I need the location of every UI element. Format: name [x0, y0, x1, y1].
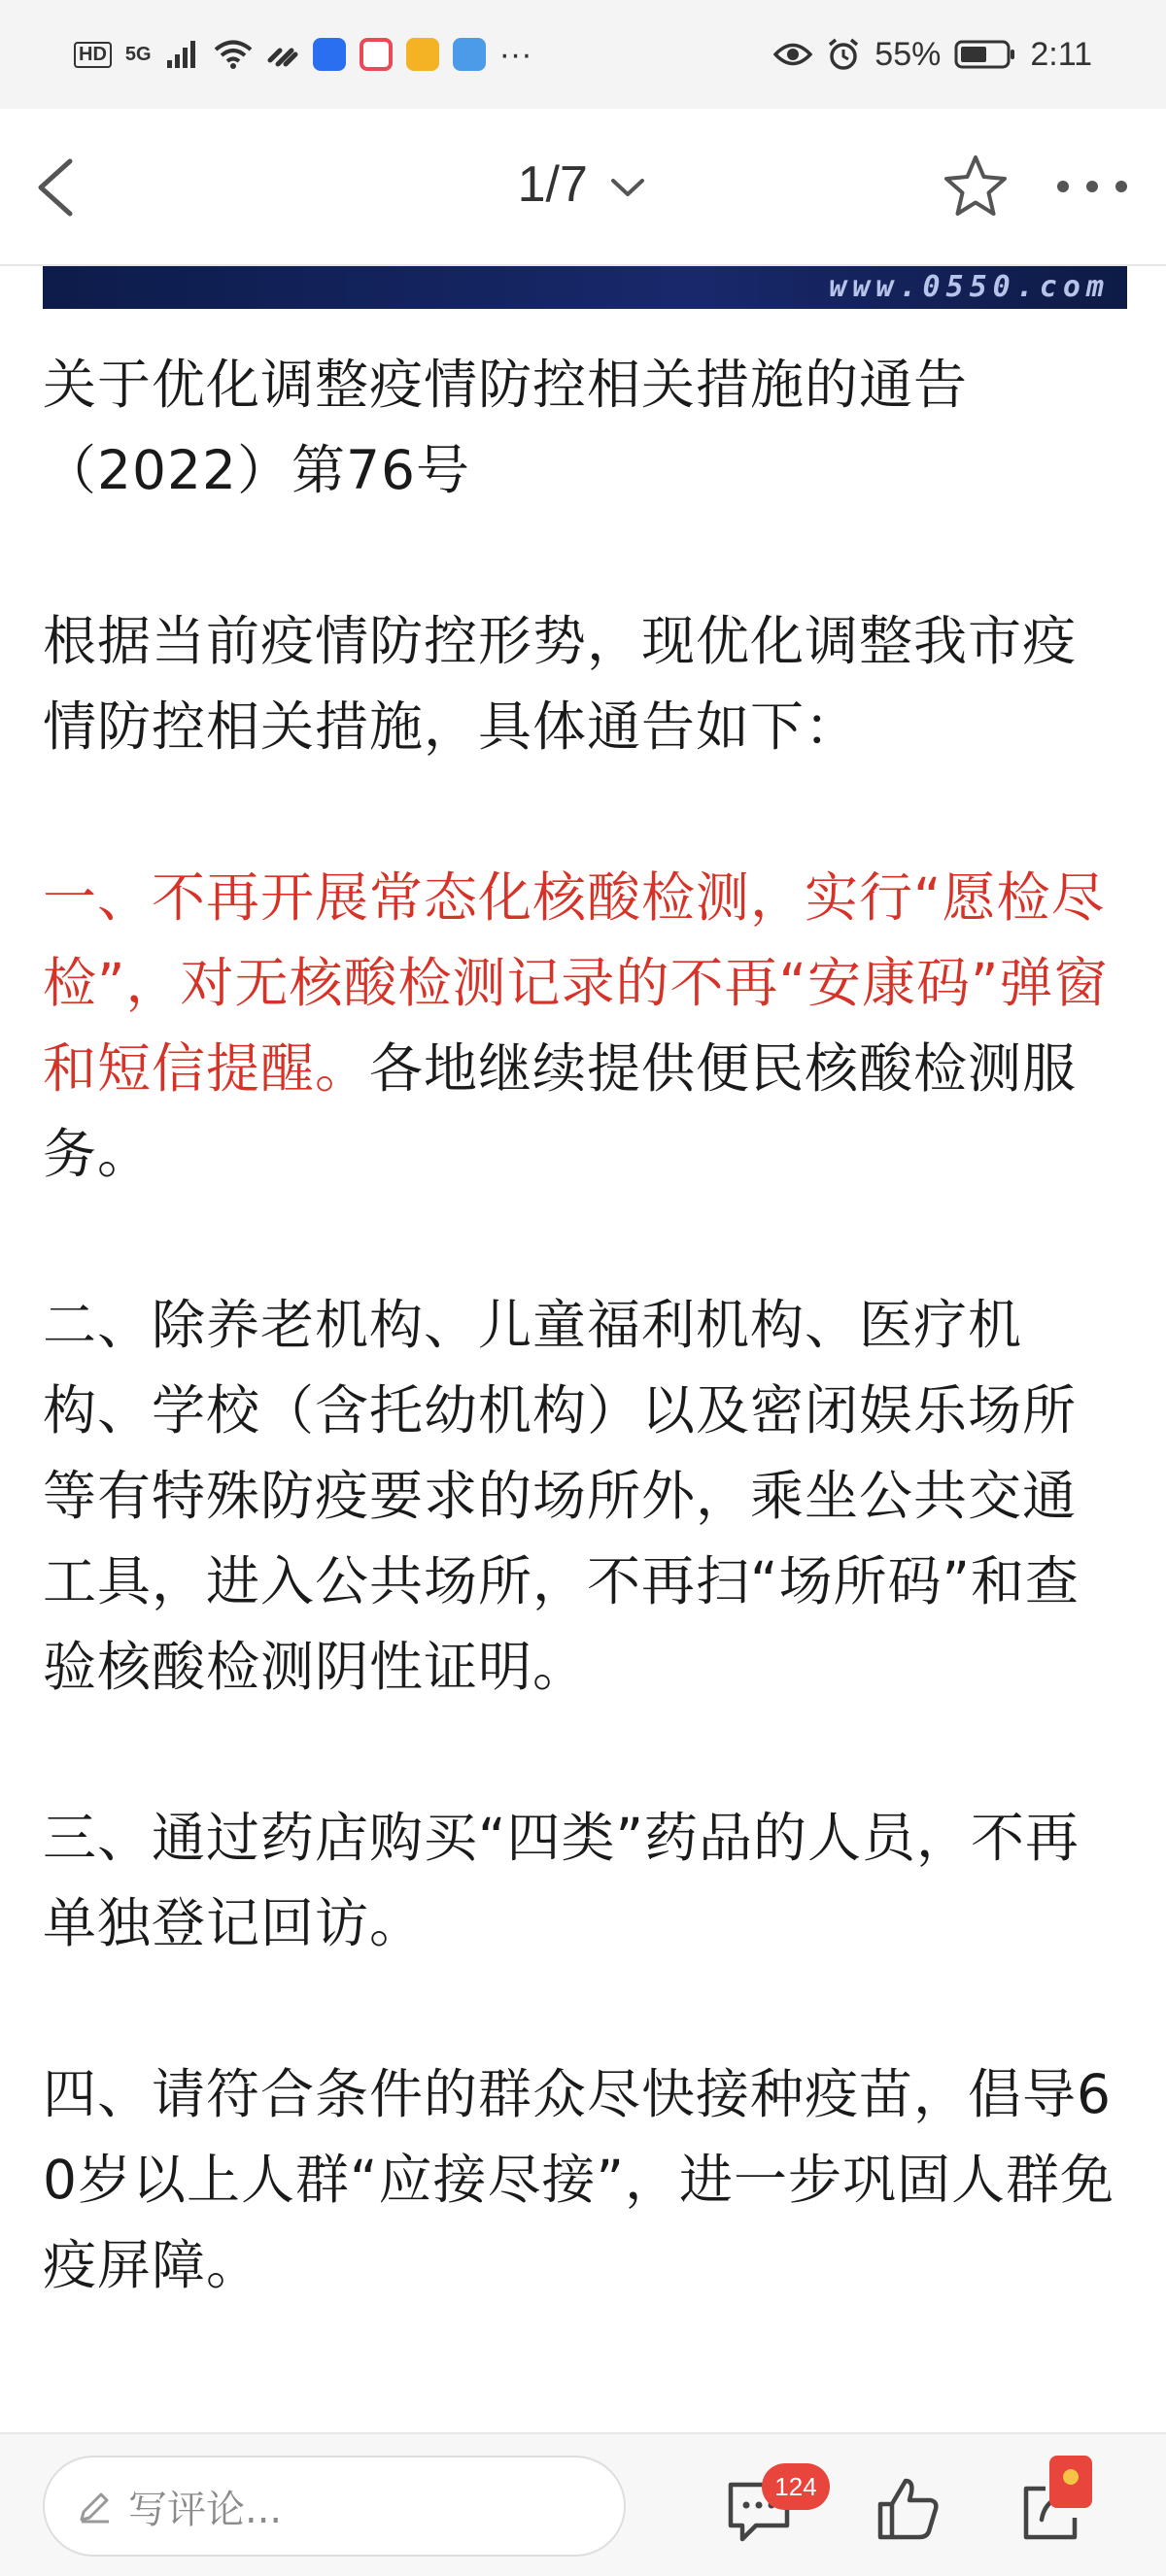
like-button[interactable] — [873, 2473, 944, 2545]
red-packet-icon[interactable] — [1049, 2456, 1092, 2508]
chevron-down-icon — [607, 173, 648, 202]
top-nav-bar — [0, 109, 1166, 266]
favorite-button[interactable] — [941, 152, 1011, 221]
star-icon — [941, 152, 1011, 221]
article-banner-image — [43, 266, 1127, 309]
article-item-3: 三、通过药店购买“四类”药品的人员，不再单独登记回访。 — [43, 1807, 1080, 1954]
clock: 2:11 — [1030, 35, 1092, 73]
article-title-line1: 关于优化调整疫情防控相关措施的通告 — [43, 354, 969, 416]
cloud-app-icon — [453, 38, 486, 71]
network-5g-indicator: 5G — [124, 43, 152, 65]
eye-comfort-icon — [773, 40, 812, 69]
article-item-2: 二、除养老机构、儿童福利机构、医疗机构、学校（含托幼机构）以及密闭娱乐场所等有特殊防疫要求的场所外，乘坐公共交通工具，进入公共场所，不再扫“场所码”和查验核酸检测阴性证明。 — [43, 1294, 1080, 1698]
more-dots-icon — [1051, 167, 1133, 206]
item1-highlight-text: 一、不再开展常态化核酸检测，实行“愿检尽检”，对无核酸检测记录的不再“安康码”弹窗和短信提醒。 — [43, 866, 1109, 1100]
page-indicator-label: 1/7 — [517, 156, 588, 213]
item1-rest-text: 各地继续提供便民核酸检测服务。 — [43, 1037, 1078, 1185]
banner-url-text: www.0550.com — [829, 270, 1110, 304]
battery-icon — [954, 39, 1016, 70]
hd-indicator: HD — [74, 42, 112, 68]
alarm-icon — [826, 37, 861, 72]
article-item-1 — [43, 855, 1127, 1197]
battery-percent: 55% — [874, 35, 942, 73]
pencil-icon — [76, 2487, 115, 2525]
weibo-icon — [406, 38, 439, 71]
comment-placeholder: 写评论... — [128, 2487, 283, 2532]
article-intro: 根据当前疫情防控形势，现优化调整我市疫情防控相关措施，具体通告如下： — [43, 610, 1078, 758]
wifi-icon — [214, 39, 253, 70]
status-bar-left — [74, 36, 532, 74]
comment-count-badge: 124 — [762, 2463, 830, 2510]
cellular-signal-icon — [165, 39, 200, 70]
thumbs-up-icon — [873, 2473, 944, 2545]
article-item-4: 四、请符合条件的群众尽快接种疫苗，倡导60岁以上人群“应接尽接”，进一步巩固人群免疫屏障。 — [43, 2063, 1115, 2296]
article-body — [43, 342, 1127, 2393]
comment-input[interactable] — [43, 2456, 626, 2557]
status-bar — [0, 0, 1166, 109]
app-notification-blue-icon — [313, 38, 346, 71]
more-notifications-icon: ··· — [498, 35, 532, 73]
article-title-line2: （2022）第76号 — [43, 439, 470, 501]
article-title — [43, 342, 1127, 513]
more-options-button[interactable] — [1051, 167, 1133, 206]
bottom-action-bar — [0, 2432, 1166, 2576]
link-icon — [266, 39, 299, 70]
app-notification-red-icon — [360, 38, 393, 71]
status-bar-right — [773, 36, 1092, 74]
